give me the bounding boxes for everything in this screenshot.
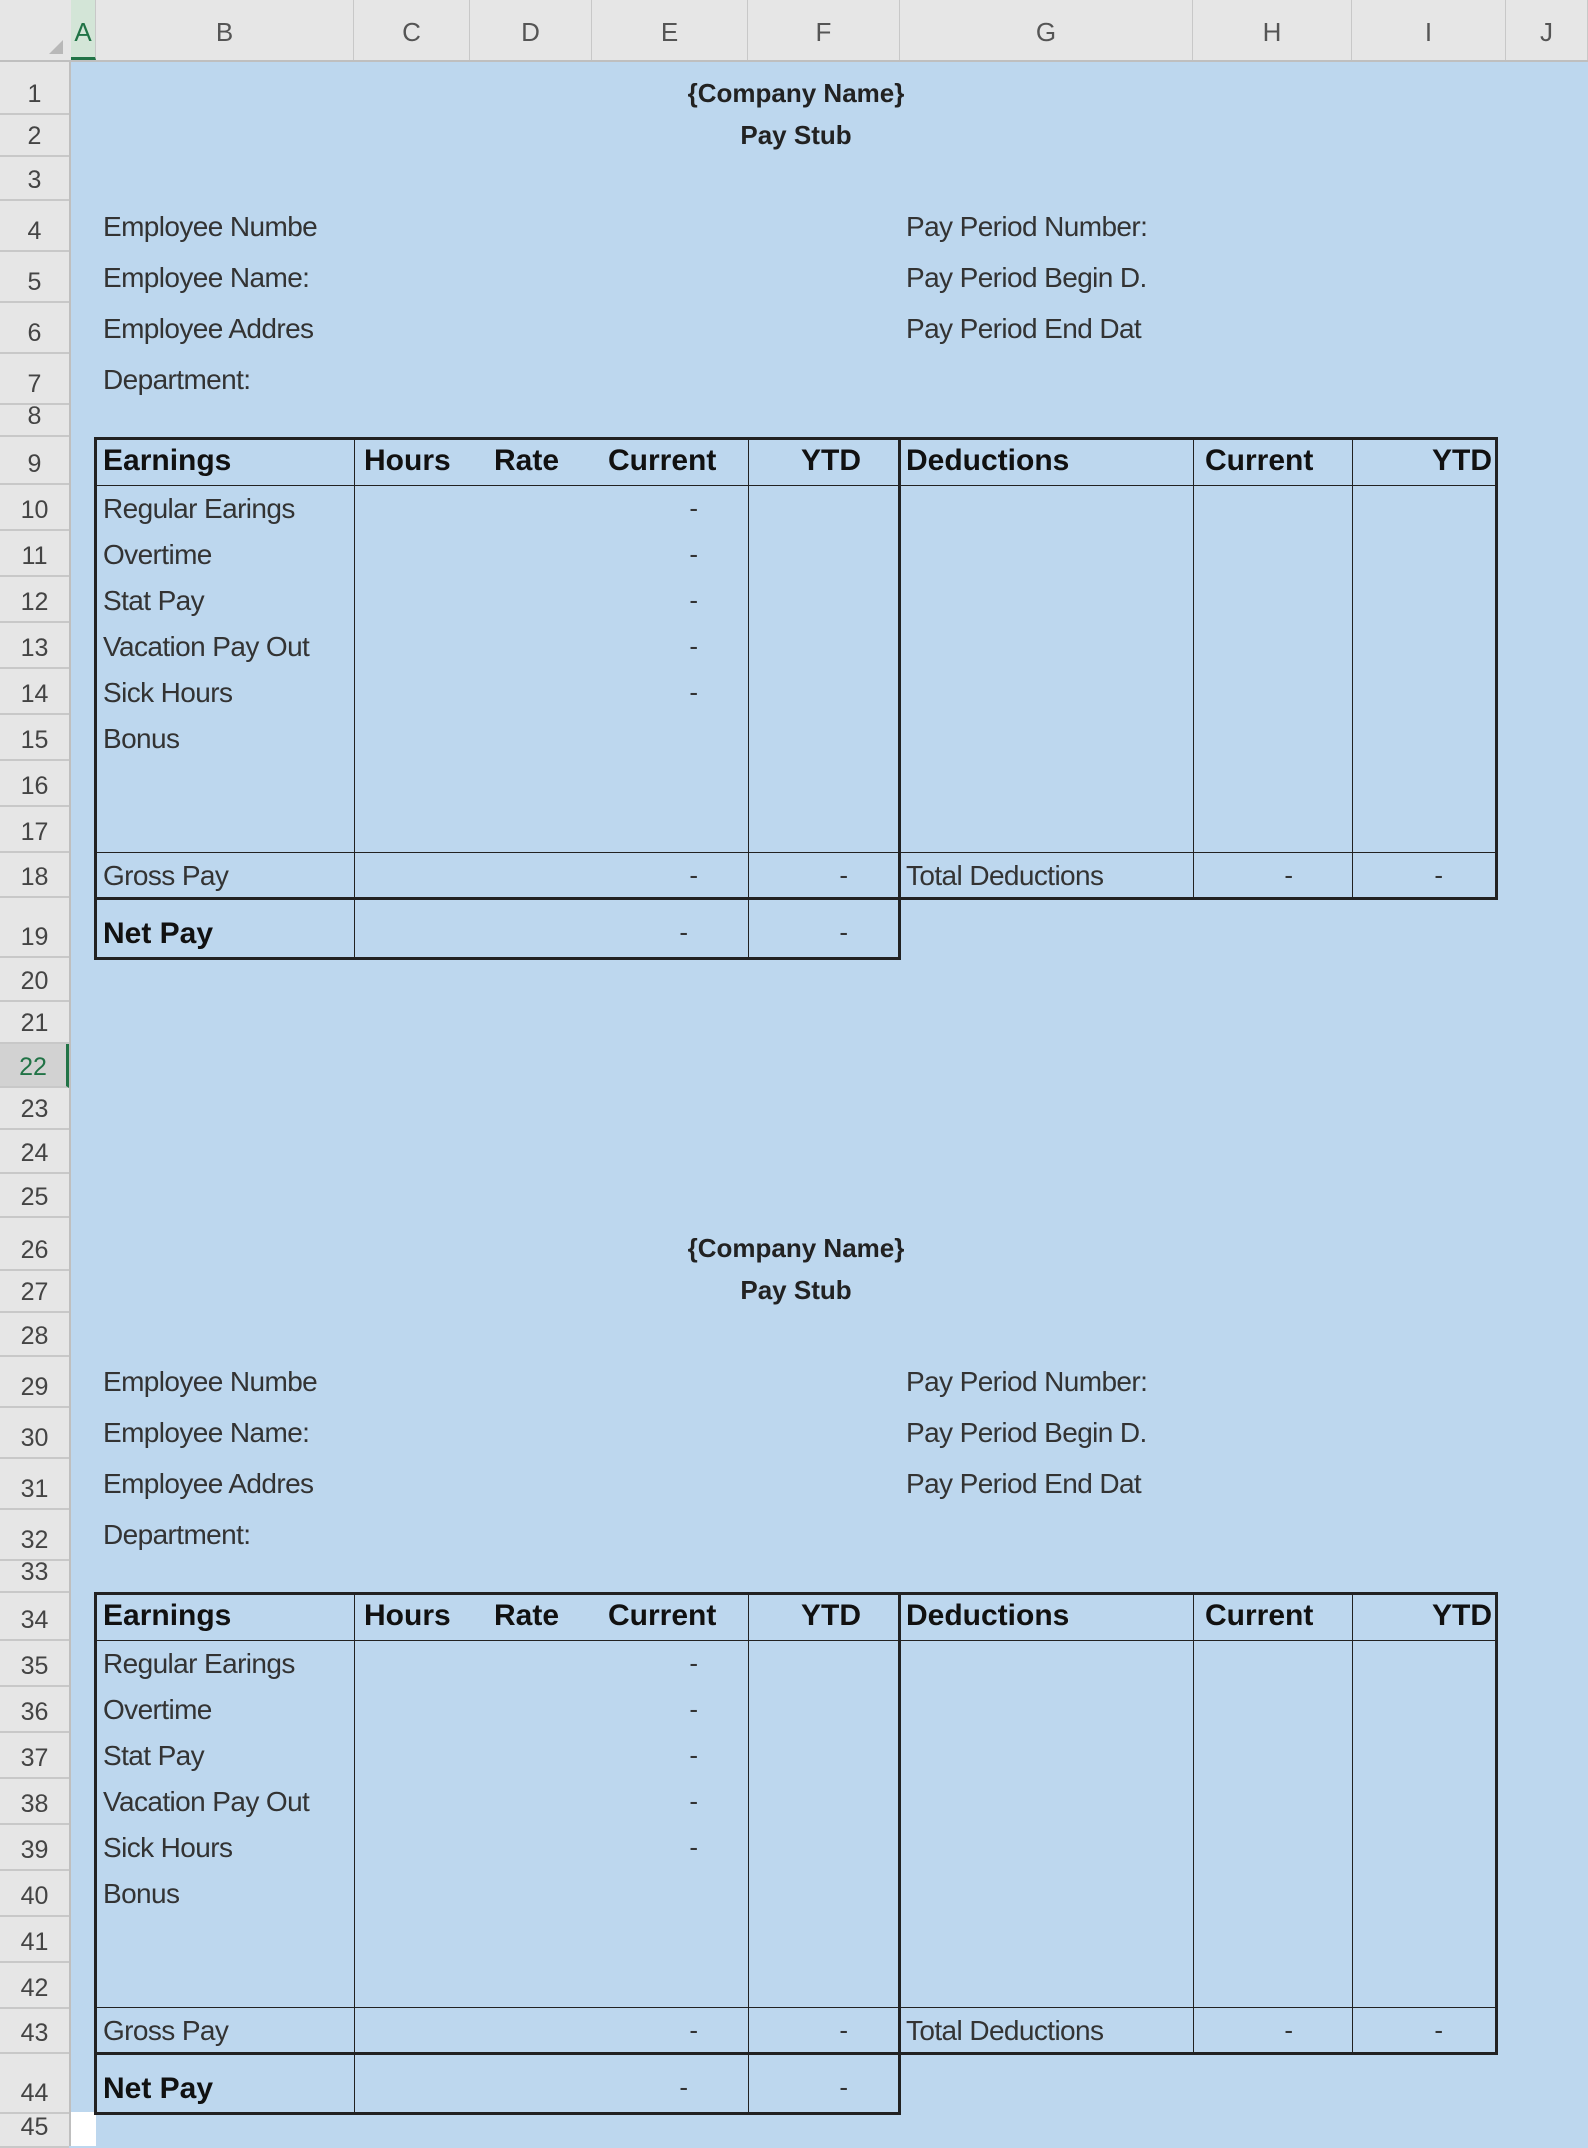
row-header-29[interactable]: 29 bbox=[0, 1357, 69, 1408]
earnings-current-value: - bbox=[689, 493, 698, 523]
row-header-37[interactable]: 37 bbox=[0, 1733, 69, 1779]
pay-period-field-label: Pay Period Begin D. bbox=[906, 1417, 1147, 1448]
employee-field-label: Employee Addres bbox=[103, 1468, 314, 1499]
grid-line bbox=[1352, 1592, 1353, 2052]
earnings-header: Earnings bbox=[103, 444, 232, 477]
grid-line bbox=[96, 852, 1496, 853]
earnings-row-label: Overtime bbox=[103, 539, 212, 570]
stub-title: Pay Stub bbox=[740, 1275, 852, 1305]
gross-pay-label: Gross Pay bbox=[103, 860, 229, 891]
pay-period-field-label: Pay Period End Dat bbox=[906, 313, 1142, 344]
row-header-25[interactable]: 25 bbox=[0, 1174, 69, 1218]
total-deductions-label: Total Deductions bbox=[906, 2015, 1104, 2046]
row-header-20[interactable]: 20 bbox=[0, 958, 69, 1002]
table-border bbox=[1495, 437, 1498, 900]
gross-pay-current: - bbox=[689, 860, 698, 890]
rate-header: Rate bbox=[494, 444, 560, 477]
row-header-2[interactable]: 2 bbox=[0, 115, 69, 157]
earnings-row-label: Stat Pay bbox=[103, 585, 205, 616]
earnings-current-value: - bbox=[689, 631, 698, 661]
row-header-27[interactable]: 27 bbox=[0, 1271, 69, 1313]
table-border bbox=[94, 2112, 901, 2115]
earnings-current-value: - bbox=[689, 1648, 698, 1678]
row-header-1[interactable]: 1 bbox=[0, 62, 69, 115]
net-pay-ytd: - bbox=[839, 917, 848, 947]
row-header-45[interactable]: 45 bbox=[0, 2114, 69, 2148]
row-header-11[interactable]: 11 bbox=[0, 531, 69, 577]
column-header-e[interactable]: E bbox=[592, 0, 748, 60]
row-header-44[interactable]: 44 bbox=[0, 2054, 69, 2114]
grid-line bbox=[354, 437, 355, 957]
row-header-16[interactable]: 16 bbox=[0, 761, 69, 807]
gross-pay-current: - bbox=[689, 2015, 698, 2045]
row-header-15[interactable]: 15 bbox=[0, 715, 69, 761]
rate-header: Rate bbox=[494, 1599, 560, 1632]
row-header-40[interactable]: 40 bbox=[0, 1871, 69, 1917]
company-name: {Company Name} bbox=[687, 78, 905, 108]
row-header-9[interactable]: 9 bbox=[0, 437, 69, 485]
column-header-f[interactable]: F bbox=[748, 0, 900, 60]
ytd-header: YTD bbox=[801, 444, 861, 477]
pay-period-field-label: Pay Period End Dat bbox=[906, 1468, 1142, 1499]
row-header-43[interactable]: 43 bbox=[0, 2009, 69, 2054]
row-header-8[interactable]: 8 bbox=[0, 405, 69, 437]
row-header-bar bbox=[0, 62, 71, 2146]
table-border bbox=[94, 2052, 1498, 2055]
stub-title: Pay Stub bbox=[740, 120, 852, 150]
net-pay-label: Net Pay bbox=[103, 2072, 214, 2105]
row-header-18[interactable]: 18 bbox=[0, 853, 69, 898]
row-header-41[interactable]: 41 bbox=[0, 1917, 69, 1963]
column-header-bar bbox=[0, 0, 1588, 62]
row-header-10[interactable]: 10 bbox=[0, 485, 69, 531]
table-border bbox=[94, 1592, 1498, 1595]
row-header-42[interactable]: 42 bbox=[0, 1963, 69, 2009]
deductions-header: Deductions bbox=[906, 444, 1070, 477]
row-header-3[interactable]: 3 bbox=[0, 157, 69, 201]
deductions-ytd-header: YTD bbox=[1432, 1599, 1492, 1632]
pay-period-field-label: Pay Period Number: bbox=[906, 211, 1148, 242]
row-header-31[interactable]: 31 bbox=[0, 1459, 69, 1510]
row-header-35[interactable]: 35 bbox=[0, 1641, 69, 1687]
table-border bbox=[1495, 1592, 1498, 2055]
row-header-19[interactable]: 19 bbox=[0, 898, 69, 958]
hours-header: Hours bbox=[364, 444, 451, 477]
earnings-row-label: Overtime bbox=[103, 1694, 212, 1725]
select-all-button[interactable] bbox=[0, 0, 71, 60]
earnings-row-label: Vacation Pay Out bbox=[103, 1786, 310, 1817]
earnings-current-value: - bbox=[689, 585, 698, 615]
grid-line bbox=[748, 1592, 749, 2112]
cell-a45[interactable] bbox=[71, 2112, 96, 2146]
row-header-6[interactable]: 6 bbox=[0, 303, 69, 354]
column-header-a[interactable]: A bbox=[71, 0, 96, 60]
net-pay-label: Net Pay bbox=[103, 917, 214, 950]
table-border bbox=[94, 437, 1498, 440]
earnings-row-label: Bonus bbox=[103, 1878, 180, 1909]
earnings-row-label: Regular Earings bbox=[103, 493, 295, 524]
earnings-current-value: - bbox=[689, 1740, 698, 1770]
table-border bbox=[94, 957, 901, 960]
employee-field-label: Employee Numbe bbox=[103, 1366, 318, 1397]
pay-period-field-label: Pay Period Begin D. bbox=[906, 262, 1147, 293]
gross-pay-ytd: - bbox=[839, 2015, 848, 2045]
row-header-17[interactable]: 17 bbox=[0, 807, 69, 853]
employee-field-label: Employee Addres bbox=[103, 313, 314, 344]
column-header-h[interactable]: H bbox=[1193, 0, 1352, 60]
gross-pay-label: Gross Pay bbox=[103, 2015, 229, 2046]
column-header-d[interactable]: D bbox=[470, 0, 592, 60]
column-header-b[interactable]: B bbox=[96, 0, 354, 60]
earnings-header: Earnings bbox=[103, 1599, 232, 1632]
column-header-g[interactable]: G bbox=[900, 0, 1193, 60]
grid-line bbox=[96, 2007, 1496, 2008]
row-header-36[interactable]: 36 bbox=[0, 1687, 69, 1733]
earnings-row-label: Vacation Pay Out bbox=[103, 631, 310, 662]
net-pay-ytd: - bbox=[839, 2072, 848, 2102]
column-header-i[interactable]: I bbox=[1352, 0, 1506, 60]
row-header-23[interactable]: 23 bbox=[0, 1088, 69, 1130]
table-border bbox=[94, 437, 97, 960]
row-header-28[interactable]: 28 bbox=[0, 1313, 69, 1357]
total-deductions-label: Total Deductions bbox=[906, 860, 1104, 891]
earnings-row-label: Regular Earings bbox=[103, 1648, 295, 1679]
ytd-header: YTD bbox=[801, 1599, 861, 1632]
net-pay-current: - bbox=[679, 917, 688, 947]
grid-line bbox=[354, 1592, 355, 2112]
row-header-14[interactable]: 14 bbox=[0, 669, 69, 715]
earnings-current-value: - bbox=[689, 1694, 698, 1724]
grid-line bbox=[748, 437, 749, 957]
total-deductions-current: - bbox=[1284, 860, 1293, 890]
employee-field-label: Department: bbox=[103, 364, 251, 395]
earnings-current-value: - bbox=[689, 1832, 698, 1862]
grid-line bbox=[1352, 437, 1353, 897]
table-border bbox=[94, 1592, 97, 2115]
row-header-32[interactable]: 32 bbox=[0, 1510, 69, 1561]
row-header-30[interactable]: 30 bbox=[0, 1408, 69, 1459]
row-header-13[interactable]: 13 bbox=[0, 623, 69, 669]
earnings-current-value: - bbox=[689, 539, 698, 569]
column-header-j[interactable]: J bbox=[1506, 0, 1588, 60]
earnings-current-value: - bbox=[689, 1786, 698, 1816]
earnings-current-value: - bbox=[689, 677, 698, 707]
employee-field-label: Employee Name: bbox=[103, 262, 310, 293]
row-header-34[interactable]: 34 bbox=[0, 1593, 69, 1641]
current-header: Current bbox=[608, 1599, 717, 1632]
deductions-current-header: Current bbox=[1205, 444, 1314, 477]
company-name: {Company Name} bbox=[687, 1233, 905, 1263]
table-border bbox=[898, 1592, 901, 2115]
row-header-4[interactable]: 4 bbox=[0, 201, 69, 252]
pay-period-field-label: Pay Period Number: bbox=[906, 1366, 1148, 1397]
total-deductions-current: - bbox=[1284, 2015, 1293, 2045]
employee-field-label: Department: bbox=[103, 1519, 251, 1550]
earnings-row-label: Bonus bbox=[103, 723, 180, 754]
deductions-current-header: Current bbox=[1205, 1599, 1314, 1632]
grid-line bbox=[96, 1640, 1496, 1641]
earnings-row-label: Sick Hours bbox=[103, 1832, 233, 1863]
net-pay-current: - bbox=[679, 2072, 688, 2102]
row-header-26[interactable]: 26 bbox=[0, 1218, 69, 1271]
row-header-22[interactable]: 22 bbox=[0, 1044, 69, 1088]
current-header: Current bbox=[608, 444, 717, 477]
earnings-row-label: Stat Pay bbox=[103, 1740, 205, 1771]
grid-line bbox=[1193, 437, 1194, 897]
row-header-33[interactable]: 33 bbox=[0, 1561, 69, 1593]
grid-line bbox=[1193, 1592, 1194, 2052]
row-header-5[interactable]: 5 bbox=[0, 252, 69, 303]
row-header-38[interactable]: 38 bbox=[0, 1779, 69, 1825]
employee-field-label: Employee Numbe bbox=[103, 211, 318, 242]
grid-line bbox=[96, 485, 1496, 486]
column-header-c[interactable]: C bbox=[354, 0, 470, 60]
earnings-row-label: Sick Hours bbox=[103, 677, 233, 708]
deductions-header: Deductions bbox=[906, 1599, 1070, 1632]
hours-header: Hours bbox=[364, 1599, 451, 1632]
total-deductions-ytd: - bbox=[1434, 2015, 1443, 2045]
table-border bbox=[898, 437, 901, 960]
row-header-24[interactable]: 24 bbox=[0, 1130, 69, 1174]
row-header-7[interactable]: 7 bbox=[0, 354, 69, 405]
row-header-21[interactable]: 21 bbox=[0, 1002, 69, 1044]
table-border bbox=[94, 897, 1498, 900]
employee-field-label: Employee Name: bbox=[103, 1417, 310, 1448]
row-header-12[interactable]: 12 bbox=[0, 577, 69, 623]
row-header-39[interactable]: 39 bbox=[0, 1825, 69, 1871]
deductions-ytd-header: YTD bbox=[1432, 444, 1492, 477]
gross-pay-ytd: - bbox=[839, 860, 848, 890]
total-deductions-ytd: - bbox=[1434, 860, 1443, 890]
